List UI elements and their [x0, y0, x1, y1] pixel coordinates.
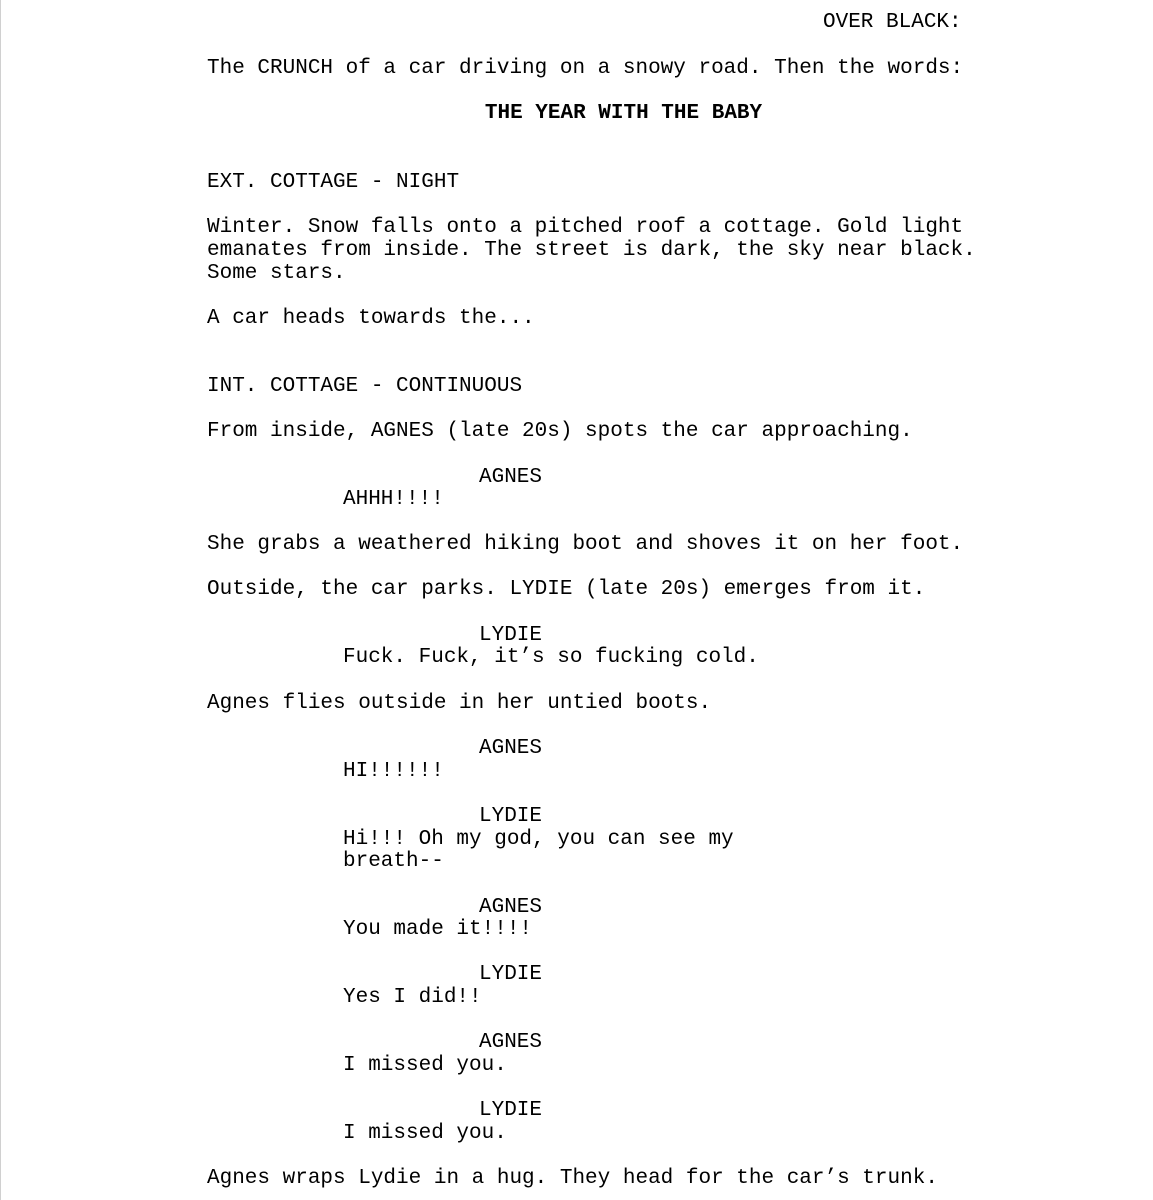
character-name: LYDIE	[479, 624, 543, 647]
dialogue-line: Yes I did!!	[343, 986, 482, 1009]
action-line: emanates from inside. The street is dark, the sky near black.	[207, 239, 976, 262]
transition: OVER BLACK:	[823, 11, 962, 34]
dialogue-line: I missed you.	[343, 1054, 507, 1077]
character-name: AGNES	[479, 737, 543, 760]
scene-heading: EXT. COTTAGE - NIGHT	[207, 171, 460, 194]
action-line: A car heads towards the...	[207, 307, 535, 330]
script-title: THE YEAR WITH THE BABY	[484, 102, 763, 125]
character-name: LYDIE	[479, 1099, 543, 1122]
dialogue-line: AHHH!!!!	[343, 488, 444, 511]
dialogue-line: Fuck. Fuck, it’s so fucking cold.	[343, 646, 759, 669]
dialogue-line: You made it!!!!	[343, 918, 533, 941]
action-line: Agnes flies outside in her untied boots.	[207, 692, 712, 715]
dialogue-line: Hi!!! Oh my god, you can see my	[343, 828, 734, 851]
action-line: The CRUNCH of a car driving on a snowy road. Then the words:	[207, 57, 964, 80]
action-line: From inside, AGNES (late 20s) spots the car approaching.	[207, 420, 913, 443]
action-line: Agnes wraps Lydie in a hug. They head for the car’s trunk.	[207, 1167, 938, 1190]
action-line: Winter. Snow falls onto a pitched roof a cottage. Gold light	[207, 216, 964, 239]
action-line: Outside, the car parks. LYDIE (late 20s) emerges from it.	[207, 578, 926, 601]
dialogue-line: HI!!!!!!	[343, 760, 444, 783]
character-name: LYDIE	[479, 805, 543, 828]
character-name: AGNES	[479, 1031, 543, 1054]
character-name: AGNES	[479, 466, 543, 489]
dialogue-line: I missed you.	[343, 1122, 507, 1145]
character-name: AGNES	[479, 896, 543, 919]
scene-heading: INT. COTTAGE - CONTINUOUS	[207, 375, 523, 398]
action-line: Some stars.	[207, 262, 346, 285]
character-name: LYDIE	[479, 963, 543, 986]
dialogue-line: breath--	[343, 850, 444, 873]
action-line: She grabs a weathered hiking boot and shoves it on her foot.	[207, 533, 964, 556]
